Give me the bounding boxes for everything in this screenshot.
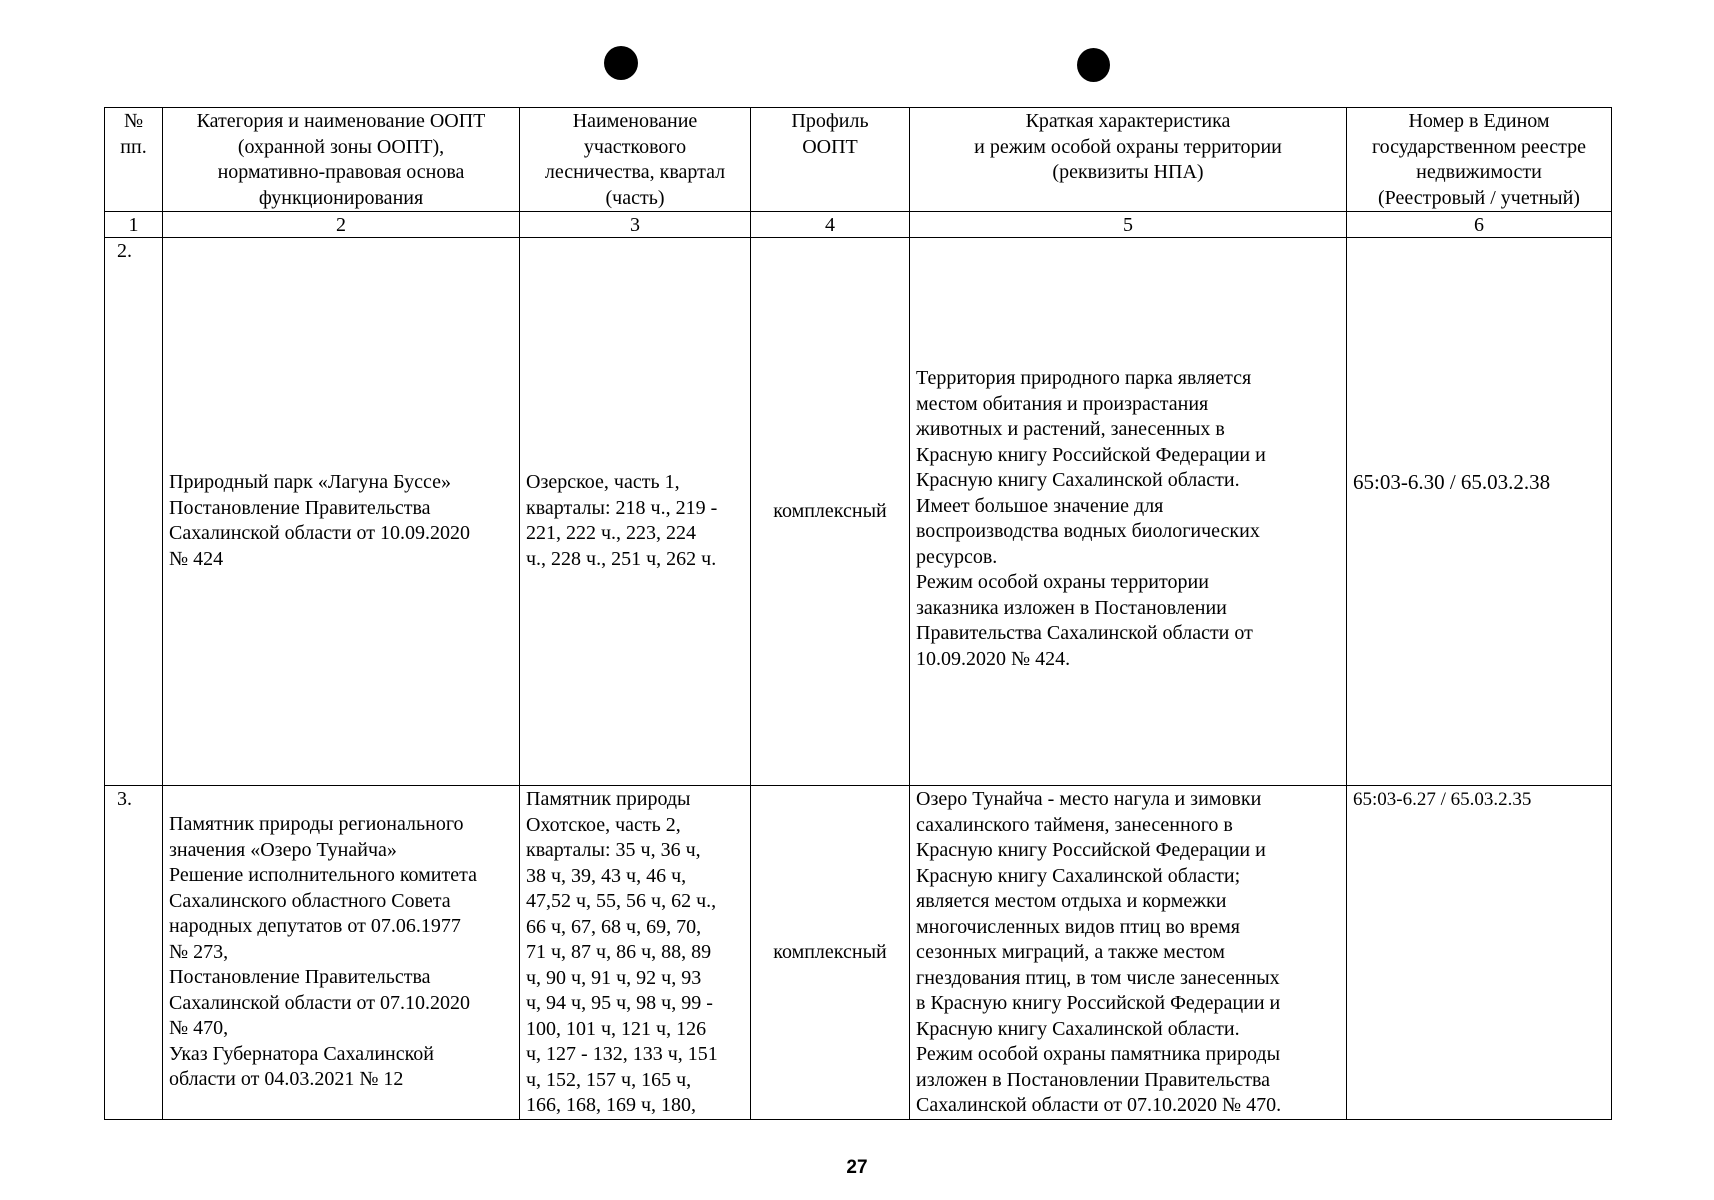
column-number: 5 [910,212,1347,238]
area-name: Памятник природы регионального значения «Озеро Тунайча» Решение исполнительного комитета Сахалинского областного Совета народных депутатов от 07.06.1977 № 273, Постановление Правительства Сахалинской области от 07.10.2020 № 470, Указ Губернатора Сахалинской области от 04.03.2021 № 12 [163,786,520,1120]
header-profile: Профиль ООПТ [751,108,910,212]
area-profile: комплексный [751,238,910,786]
punch-hole-right [1077,48,1110,82]
column-number: 2 [163,212,520,238]
area-description: Озеро Тунайча - место нагула и зимовки сахалинского тайменя, занесенного в Красную книгу Российской Федерации и Красную книгу Сахалинской области; является местом отдыха и кормежки многочисленных видов птиц во время сезонных миграций, а также местом гнездования птиц, в том числе занесенных в Красную книгу Российской Федерации и Красную книгу Сахалинской области. Режим особой охраны памятника природы изложен в Постановлении Правительства Сахалинской области от 07.10.2020 № 470. [910,786,1347,1120]
column-numbers-row [105,212,1612,238]
column-number: 6 [1347,212,1612,238]
table-row [105,786,1612,1120]
column-number: 4 [751,212,910,238]
column-number: 1 [105,212,163,238]
header-number: № пп. [105,108,163,212]
row-number: 3. [105,786,163,1120]
protected-areas-table [104,107,1612,1120]
registry-number: 65:03-6.27 / 65.03.2.35 [1347,786,1612,1120]
forestry-quarters: Памятник природы Охотское, часть 2, кварталы: 35 ч, 36 ч, 38 ч, 39, 43 ч, 46 ч, 47,52 ч, 55, 56 ч, 62 ч., 66 ч, 67, 68 ч, 69, 70, 71 ч, 87 ч, 86 ч, 88, 89 ч, 90 ч, 91 ч, 92 ч, 93 ч, 94 ч, 95 ч, 98 ч, 99 - 100, 101 ч, 121 ч, 126 ч, 127 - 132, 133 ч, 151 ч, 152, 157 ч, 165 ч, 166, 168, 169 ч, 180, [520,786,751,1120]
header-forestry: Наименование участкового лесничества, квартал (часть) [520,108,751,212]
area-description: Территория природного парка является местом обитания и произрастания животных и растений, занесенных в Красную книгу Российской Федерации и Красную книгу Сахалинской области. Имеет большое значение для воспроизводства водных биологических ресурсов. Режим особой охраны территории заказника изложен в Постановлении Правительства Сахалинской области от 10.09.2020 № 424. [910,238,1347,786]
registry-number: 65:03-6.30 / 65.03.2.38 [1347,238,1612,786]
header-category: Категория и наименование ООПТ (охранной зоны ООПТ), нормативно-правовая основа функционирования [163,108,520,212]
column-number: 3 [520,212,751,238]
header-registry: Номер в Едином государственном реестре недвижимости (Реестровый / учетный) [1347,108,1612,212]
table-header-row [105,108,1612,212]
area-name: Природный парк «Лагуна Буссе» Постановление Правительства Сахалинской области от 10.09.2020 № 424 [163,238,520,786]
row-number: 2. [105,238,163,786]
forestry-quarters: Озерское, часть 1, кварталы: 218 ч., 219 - 221, 222 ч., 223, 224 ч., 228 ч., 251 ч, 262 ч. [520,238,751,786]
header-description: Краткая характеристика и режим особой охраны территории (реквизиты НПА) [910,108,1347,212]
page-number: 27 [846,1157,868,1178]
punch-hole-left [604,46,638,80]
table-row [105,238,1612,786]
area-profile: комплексный [751,786,910,1120]
